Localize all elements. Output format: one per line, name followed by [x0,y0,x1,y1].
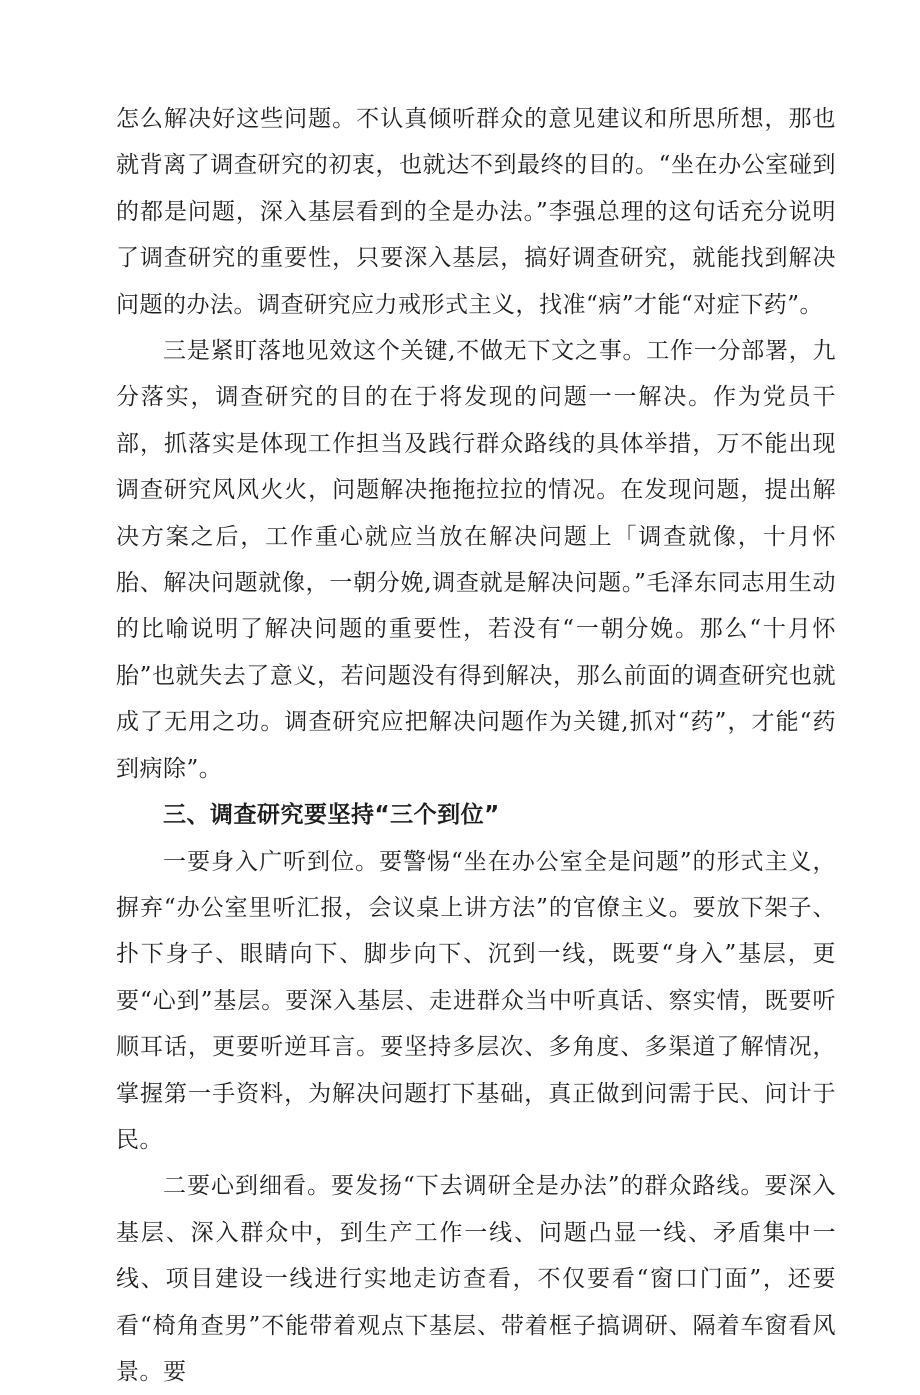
paragraph-2: 三是紧盯落地见效这个关键,不做无下文之事。工作一分部署，九分落实，调查研究的目的在于将发现的问题一一解决。作为党员干部，抓落实是体现工作担当及践行群众路线的具体举措，万不能出现调查研究风风火火，问题解决拖拖拉拉的情况。在发现问题，提出解决方案之后，工作重心就应当放在解决问题上「调查就像，十月怀胎、解决问题就像，一朝分娩,调查就是解决问题。”毛泽东同志用生动的比喻说明了解决问题的重要性，若没有“一朝分娩。那么“十月怀胎”也就失去了意义，若问题没有得到解决，那么前面的调查研究也就成了无用之功。调查研究应把解决问题作为关键,抓对“药”，才能“药到病除”。 [116,338,836,782]
paragraph-1: 怎么解决好这些问题。不认真倾听群众的意见建议和所思所想，那也就背离了调查研究的初衷，也就达不到最终的目的。“坐在办公室碰到的都是问题，深入基层看到的全是办法。”李强总理的这句话充分说明了调查研究的重要性，只要深入基层，搞好调查研究，就能找到解决问题的办法。调查研究应力戒形式主义，找准“病”才能“对症下药”。 [116,106,836,318]
paragraph-3: 一要身入广听到位。要警惕“坐在办公室全是问题”的形式主义，摒弃“办公室里听汇报，会议桌上讲方法”的官僚主义。要放下架子、扑下身子、眼睛向下、脚步向下、沉到一线，既要“身入”基层，更要“心到”基层。要深入基层、走进群众当中听真话、察实情，既要听顺耳话，更要听逆耳言。要坚持多层次、多角度、多渠道了解情况，掌握第一手资料，为解决问题打下基础，真正做到问需于民、问计于民。 [116,848,836,1153]
paragraph-4: 二要心到细看。要发扬“下去调研全是办法”的群众路线。要深入基层、深入群众中，到生产工作一线、问题凸显一线、矛盾集中一线、项目建设一线进行实地走访查看，不仅要看“窗口门面”，还要看“椅角查男”不能带着观点下基层、带着框子搞调研、隔着车窗看风景。要 [116,1173,836,1385]
section-heading: 三、调查研究要坚持“三个到位” [163,802,500,829]
document-page [116,96,836,1395]
